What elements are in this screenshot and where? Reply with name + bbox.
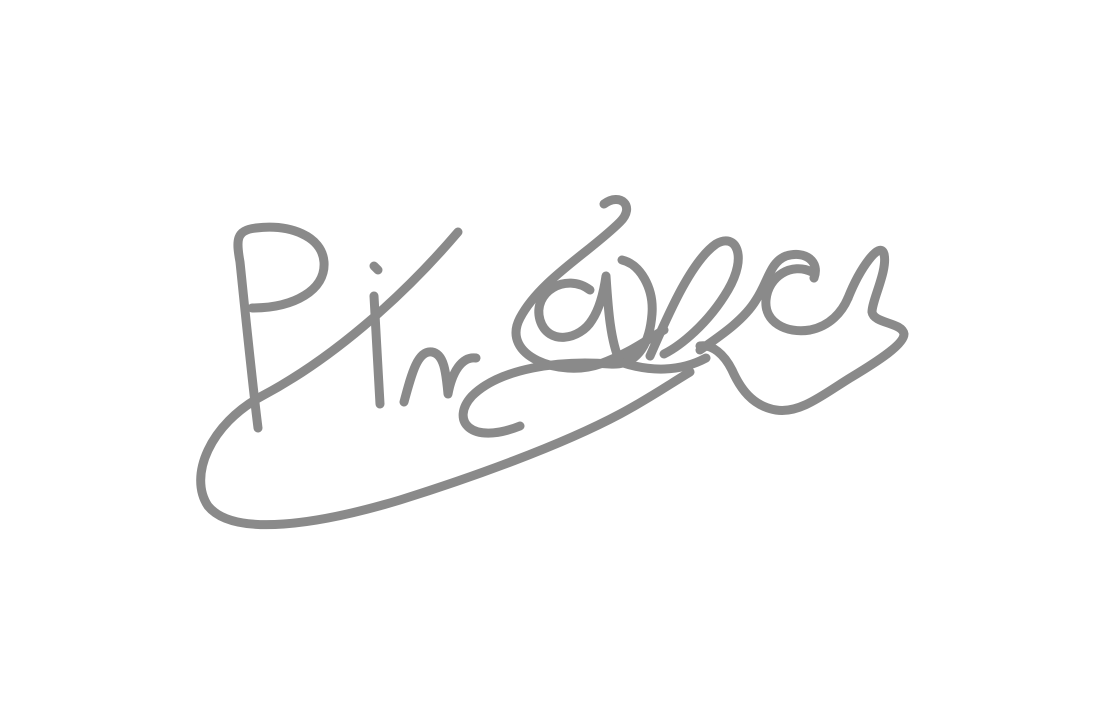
letter-s-loop-2 xyxy=(650,241,738,356)
letter-a-stroke xyxy=(539,276,620,362)
letter-n-stroke xyxy=(404,352,476,402)
signature-strokes xyxy=(201,199,904,524)
letter-c2-stroke xyxy=(766,269,848,331)
letter-i-dot xyxy=(374,266,378,270)
